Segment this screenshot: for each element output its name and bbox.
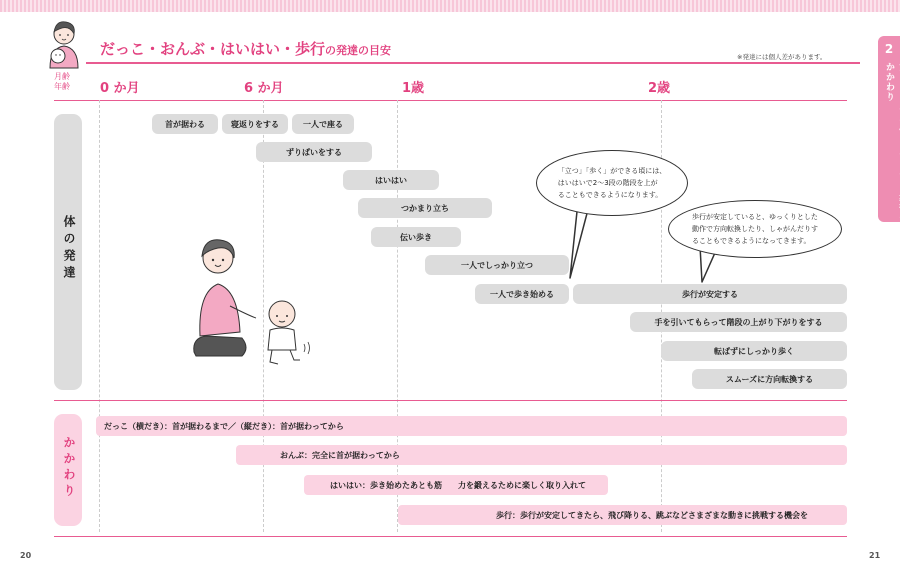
timeline-rule: [54, 100, 847, 101]
top-decorative-stripe: [0, 0, 900, 12]
speech-bubble-stairs: [536, 150, 688, 216]
individual-difference-note: ※発達には個人差があります。: [737, 53, 827, 61]
milestone-bar: 一人でしっかり立つ: [425, 255, 569, 275]
age-6-months: 6 か月: [244, 81, 284, 96]
age-label-years: 年齢: [54, 82, 70, 91]
page-number-right: 21: [869, 551, 881, 560]
care-section-label: かかわり: [62, 436, 76, 500]
age-0-months: 0 か月: [100, 81, 140, 96]
bubble-text-line: はいはいで2〜3段の階段を上が: [557, 179, 658, 187]
body-section-label: 体の発達: [62, 215, 76, 283]
bubble-text-line: 動作で方向転換したり、しゃがんだりす: [692, 225, 818, 233]
page-title-main: だっこ・おんぶ・はいはい・歩行: [100, 40, 326, 58]
speech-bubble-turning: [668, 200, 842, 258]
age-label-months: 月齢: [54, 72, 70, 81]
care-bar-onbu: おんぶ：完全に首が据わってから: [236, 445, 847, 465]
title-rule: [86, 62, 860, 64]
care-bar-dakko: だっこ（横だき）：首が据わるまで／（縦だき）：首が据わってから: [96, 416, 847, 436]
age-1-year: 1歳: [402, 81, 425, 96]
bottom-rule: [54, 536, 847, 537]
milestone-bar: 首が据わる: [152, 114, 218, 134]
milestone-bar: 歩行が安定する: [573, 284, 847, 304]
age-axis-label: [54, 72, 70, 92]
chapter-title: だっこ・おんぶ・はいはい・歩行のかかわり: [884, 62, 907, 222]
chapter-number: 2: [884, 42, 894, 56]
age-2-years: 2歳: [648, 81, 671, 96]
bubble-text-line: ることもできるようになります。: [557, 191, 663, 199]
milestone-bar: 一人で歩き始める: [475, 284, 569, 304]
chapter-side-tab: [878, 36, 907, 222]
milestone-bar: 寝返りをする: [222, 114, 288, 134]
page-title-suffix: の発達の目安: [325, 44, 392, 57]
milestone-bar: 手を引いてもらって階段の上がり下がりをする: [630, 312, 847, 332]
gridline-0-months: [99, 100, 100, 532]
milestone-bar: ずりばいをする: [256, 142, 372, 162]
milestone-bar: スムーズに方向転換する: [692, 369, 847, 389]
milestone-bar: はいはい: [343, 170, 439, 190]
care-bar-haihai: はいはい：歩き始めたあとも筋 力を鍛えるために楽しく取り入れて: [304, 475, 608, 495]
bubble-text-line: ることもできるようになってきます。: [692, 237, 811, 245]
gridline-1-year: [397, 100, 398, 532]
bubble-text-line: 「立つ」「歩く」ができる頃には、: [557, 167, 667, 175]
milestone-bar: つかまり立ち: [358, 198, 492, 218]
milestone-bar: 一人で座る: [292, 114, 354, 134]
milestone-bar: 転ばずにしっかり歩く: [661, 341, 847, 361]
mother-and-toddler-illustration: [186, 232, 326, 368]
page-number-left: 20: [20, 551, 32, 560]
page-title: [100, 38, 391, 59]
bubble-text-line: 歩行が安定していると、ゆっくりとした: [692, 213, 818, 221]
milestone-bar: 伝い歩き: [371, 227, 461, 247]
section-divider: [54, 400, 847, 401]
care-bar-walking: 歩行：歩行が安定してきたら、飛び降りる、跳ぶなどさまざまな動きに挑戦する機会を: [398, 505, 847, 525]
